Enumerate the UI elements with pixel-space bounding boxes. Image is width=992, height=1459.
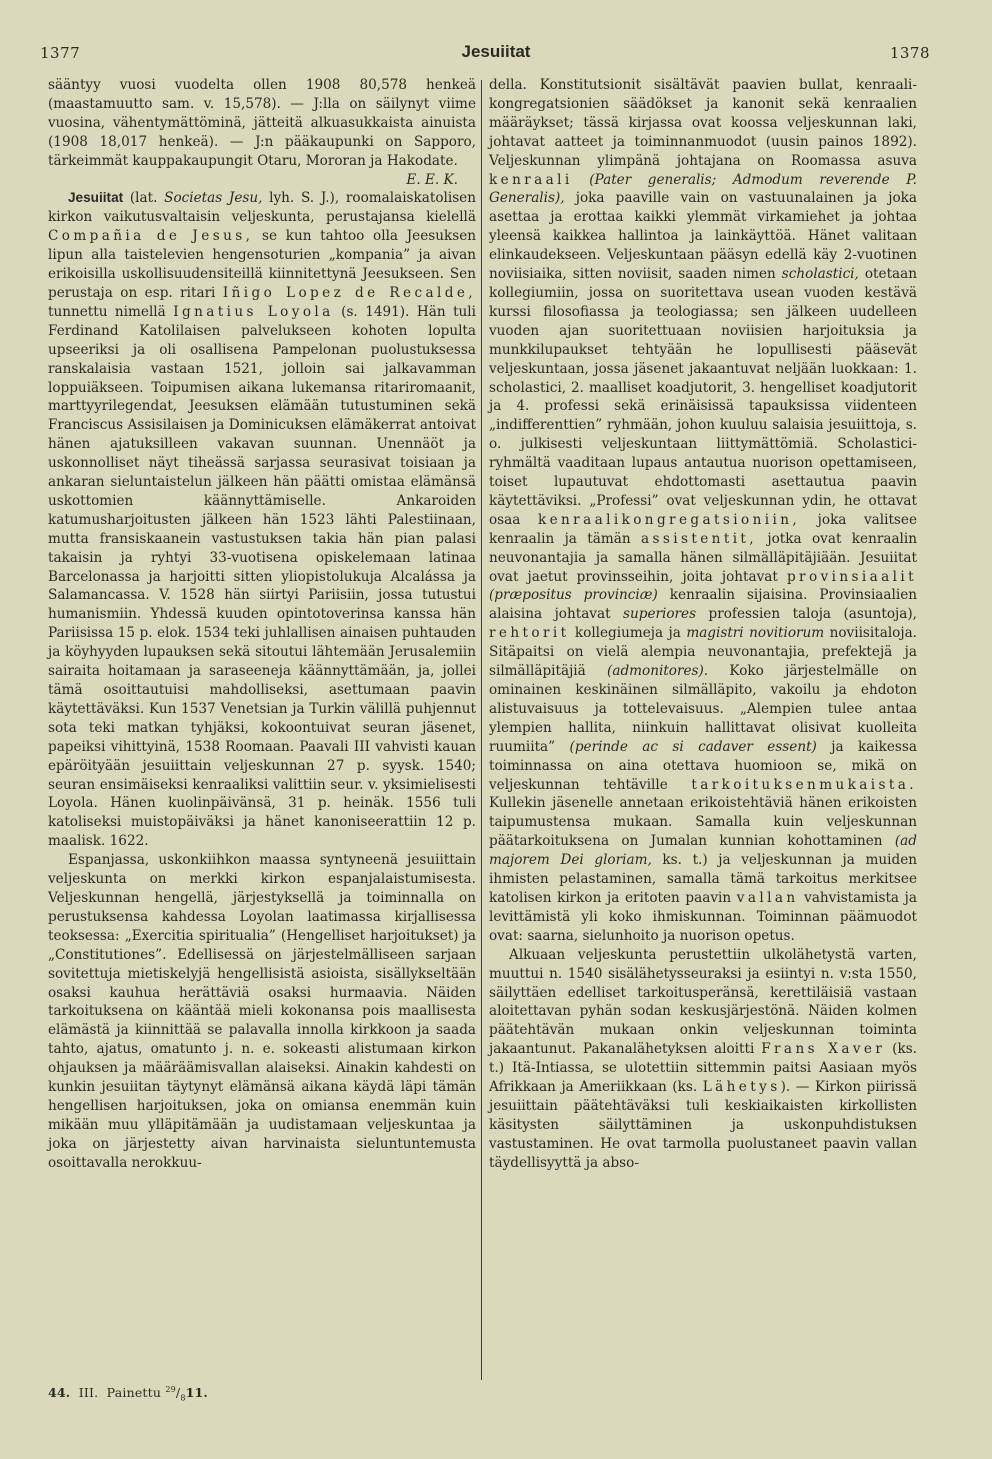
latin-term: Societas Jesu, <box>164 190 263 207</box>
paragraph-missions: Alkuaan veljeskunta perustettiin ulkolähetystä varten, muuttui n. 1540 sisälähetysseuraksi ja esiintyi n. v:sta 1550, säilyttäen edelliset tarkoitusperänsä, kerettiläisiä vastaan aloitettavan pyhän sodan keskusjärjestönä. Näiden kolmen päätehtävän mukaan onkin veljeskunnan toiminta jakaantunut. Pakanalähetyksen aloitti Frans Xaver (ks. t.) Itä-Intiassa, se ulotettiin sittemmin paitsi Aasiaan myös Afrikkaan ja Ameriikkaan (ks. Lähetys). — Kirkon piirissä jesuiittain päätehtäväksi tuli keskiaikaisten kirkollisten käsitysten säilyttäminen ja uskonpuhdistuksen vastustaminen. He ovat tarmolla puolustaneet paavin vallan täydellisyyttä ja abso- <box>489 946 917 1171</box>
spaced-name-founder: Iñigo Lopez de Recalde, <box>222 284 476 301</box>
printer-footer: 44. III. Painettu $^{29}/_811$. <box>48 1385 208 1403</box>
running-title: Jesuiitat <box>461 42 531 61</box>
page-number-right: 1378 <box>889 44 930 62</box>
spaced-term: Compañia de Jesus, <box>48 228 254 245</box>
author-signature: E. E. K. <box>406 171 458 188</box>
page-number-left: 1377 <box>40 44 81 62</box>
entry-headword: Jesuiitat <box>68 190 124 206</box>
paragraph-constitutions: della. Konstitutsionit sisältävät paavien bullat, kenraali-kongregatsionien säädökset ja kanonit sekä kenraalien määräykset; tässä kirjassa ovat koossa veljeskunnan laki, johtavat aatteet ja toiminnanmuodot (uusin painos 1892). Veljeskunnan ylimpänä johtajana on Roomassa asuva kenraali (Pater generalis; Admodum reverende P. Generalis), joka paaville vain on vastuunalainen ja joka asettaa ja erottaa kaikki ylemmät virkamiehet ja johtaa yleensä kaikkea hallintoa ja lainkäyttöä. Hänet valitaan elinkaudekseen. Veljeskuntaan pääsyn edellä käy 2-vuotinen noviisiaika, sitten noviisit, saaden nimen scholastici, otetaan kollegiumiin, jossa on suoritettava usean vuoden kestävä kurssi filosofiassa ja teologiassa; sen jälkeen uudelleen vuoden ajan suoritettuaan noviisien harjoituksia ja munkkilupaukset tehtyään he lopullisesti pääsevät veljeskuntaan, jossa jäsenet jakaantuvat neljään luokkaan: 1. scholastici, 2. maalliset koadjutorit, 3. hengelliset koadjutorit ja 4. professi sekä erinäisissä tapauksissa viidenteen „indifferenttien” ryhmään, johon kuuluu salaisia jesuiittoja, s. o. julkisesti veljeskuntaan liittymättömiä. Scholastici-ryhmältä vaaditaan lupaus antautua nuorison opettamiseen, toiset lupautuvat ehdottomasti asettautua paavin käytettäviksi. „Professi” ovat veljeskunnan ydin, he ottavat osaa kenraalikongregatsioniin, joka valitsee kenraalin ja tämän assistentit, jotka ovat kenraalin neuvonantajia ja samalla hänen silmälläpitäjiään. Jesuiitat ovat jaetut provinsseihin, joita johtavat provinsiaalit (præpositus provinciæ) kenraalin sijaisina. Provinsiaalien alaisina johtavat superiores professien taloja (asuntoja), rehtorit kollegiumeja ja magistri novitiorum noviisitaloja. Sitäpaitsi on vielä alempia neuvonantajia, prefektejä ja silmälläpitäjiä (admonitores). Koko järjestelmälle on ominainen keskinäinen silmälläpito, vakoilu ja ehdoton alistuvaisuus ja tottelevaisuus. „Alempien tulee antaa ylempien hallita, niinkuin hallittavat olisivat kuolleita ruumiita” (perinde ac si cadaver essent) ja kaikessa toiminnassa on aina otettava huomioon se, mikä on veljeskunnan tehtäville tarkoituksenmukaista. Kullekin jäsenelle annetaan erikoistehtäviä hänen erikoisten taipumustensa mukaan. Samalla kuin veljeskunnan päätarkoituksena on Jumalan kunnian kohottaminen (ad majorem Dei gloriam, ks. t.) ja veljeskunnan ja muiden ihmisten pelastaminen, samalla tämä tarkoitus merkitsee katolisen kirkon ja eritoten paavin vallan vahvistamista ja levittämistä yli koko ihmiskunnan. Toiminnan päämuodot ovat: saarna, sielunhoito ja nuorison opetus. <box>489 77 918 944</box>
right-column <box>489 76 917 1173</box>
printed-label: Painettu <box>106 1385 162 1401</box>
sheet-number: 44. <box>48 1385 71 1401</box>
paragraph-japan-end: sääntyy vuosi vuodelta ollen 1908 80,578 henkeä (maastamuutto sam. v. 15,578). — J:lla on säilynyt viime vuosina, vähentymättöminä, jätteitä alkuasukkaista ainuista (1908 18,017 henkeä). — J:n pääkaupunki on Sapporo, tärkeimmät kauppakaupungit Otaru, Mororan ja Hakodate. <box>48 77 476 169</box>
volume-number: III. <box>78 1385 99 1401</box>
page-header <box>0 40 992 70</box>
left-column <box>48 76 476 1173</box>
column-divider <box>481 80 482 1380</box>
paragraph-entry-jesuiitat: Jesuiitat (lat. Societas Jesu, lyh. S. J.), roomalaiskatolisen kirkon vaikutusvaltaisin veljeskunta, perustajansa kielellä Compañia de Jesus, se kun tahtoo olla Jeesuksen lipun alla taistelevien hengensoturien „kompania” ja aivan erikoisilla uskollisuudensiteillä kiinnitettynä Jeesukseen. Sen perustaja on esp. ritari Iñigo Lopez de Recalde, tunnettu nimellä Ignatius Loyola (s. 1491). Hän tuli Ferdinand Katolilaisen palvelukseen kohoten lopulta upseeriksi ja oli osallisena Pampelonan puolustuksessa ranskalaisia vastaan 1521, jolloin sai jalkavamman loppuiäkseen. Toipumisen aikana lukemansa ritariromaanit, marttyyrilegendat, Jeesuksen elämään tutustuminen sekä Franciscus Assisilaisen ja Dominicuksen elämäkerrat antoivat hänen ajatuksilleen vakavan suunnan. Unennäöt ja uskonnolliset näyt tiheässä sarjassa seurasivat toisiaan ja ankaran sieluntaistelun jälkeen hän päätti omistaa elämänsä uskottomien käännyttämiselle. Ankaroiden katumusharjoitusten jälkeen hän 1523 lähti Palestiinaan, mutta fransiskaanein vastustuksen takia hän pian palasi takaisin ja ryhtyi 33-vuotisena opiskelemaan latinaa Barcelonassa ja harjoitti sitten yliopistolukuja Alcalássa ja Salamancassa. V. 1528 hän siirtyi Pariisiin, jossa tutustui humanismiin. Yhdessä kuuden opintotoverinsa kanssa hän Pariisissa 15 p. elok. 1534 teki juhlallisen ainaisen puhtauden ja köyhyyden lupauksen sekä sitoutui lähtemään Jerusalemiin sairaita hoitamaan ja saraseeneja käännyttämään, ja, jollei tämä osoittautuisi mahdolliseksi, asettumaan paavin käytettäväksi. Kun 1537 Venetsian ja Turkin välillä puhjennut sota teki matkan tyhjäksi, kokoontuivat seuran jäsenet, papeiksi vihittyinä, 1538 Roomaan. Paavali III vahvisti kauan epäröityään jesuiittain veljeskunnan 27 p. syysk. 1540; seuran ensimäiseksi kenraaliksi valittiin seur. v. yksimielisesti Loyola. Hänen kuolinpäivänsä, 31 p. heinäk. 1556 tuli katoliseksi muistopäiväksi ja hänet kanoniseerattiin 12 p. maalisk. 1622. <box>48 190 476 850</box>
paragraph-spain: Espanjassa, uskonkiihkon maassa syntyneenä jesuiittain veljeskunta on merkki kirkon espanjalaistumisesta. Veljeskunnan hengellä, järjestyksellä ja toiminnalla on perustuksensa kahdessa Loyolan laatimassa kirjallisessa teoksessa: „Exercitia spiritualia” (Hengelliset harjoitukset) ja „Constitutiones”. Edellisessä on järjestelmälliseen sarjaan sovitettuja mietiskelyjä hengellisistä asioista, sisällykseltään osaksi kauhua herättäviä osaksi hurmaavia. Näiden tarkoituksena on kääntää mieli kokonansa pois maallisesta elämästä ja kiinnittää se palavalla innolla kirkkoon ja saada tahto, ajatus, omatunto j. n. e. sokeasti alistumaan kirkon ohjauksen ja määräämisvallan alaiseksi. Ainakin kahdesti on kunkin jesuiitan täytynyt elämänsä aikana käydä läpi tämän hengellisen harjoituksen, joka on omiansa enemmän kuin mikään muu ylläpitämään ja uudistamaan veljeskuntaa ja joka on järjestetty aivan harvinaista sieluntuntemusta osoittavalla nerokkuu- <box>48 852 476 1171</box>
spaced-name-ignatius: Ignatius Loyola <box>173 303 334 320</box>
